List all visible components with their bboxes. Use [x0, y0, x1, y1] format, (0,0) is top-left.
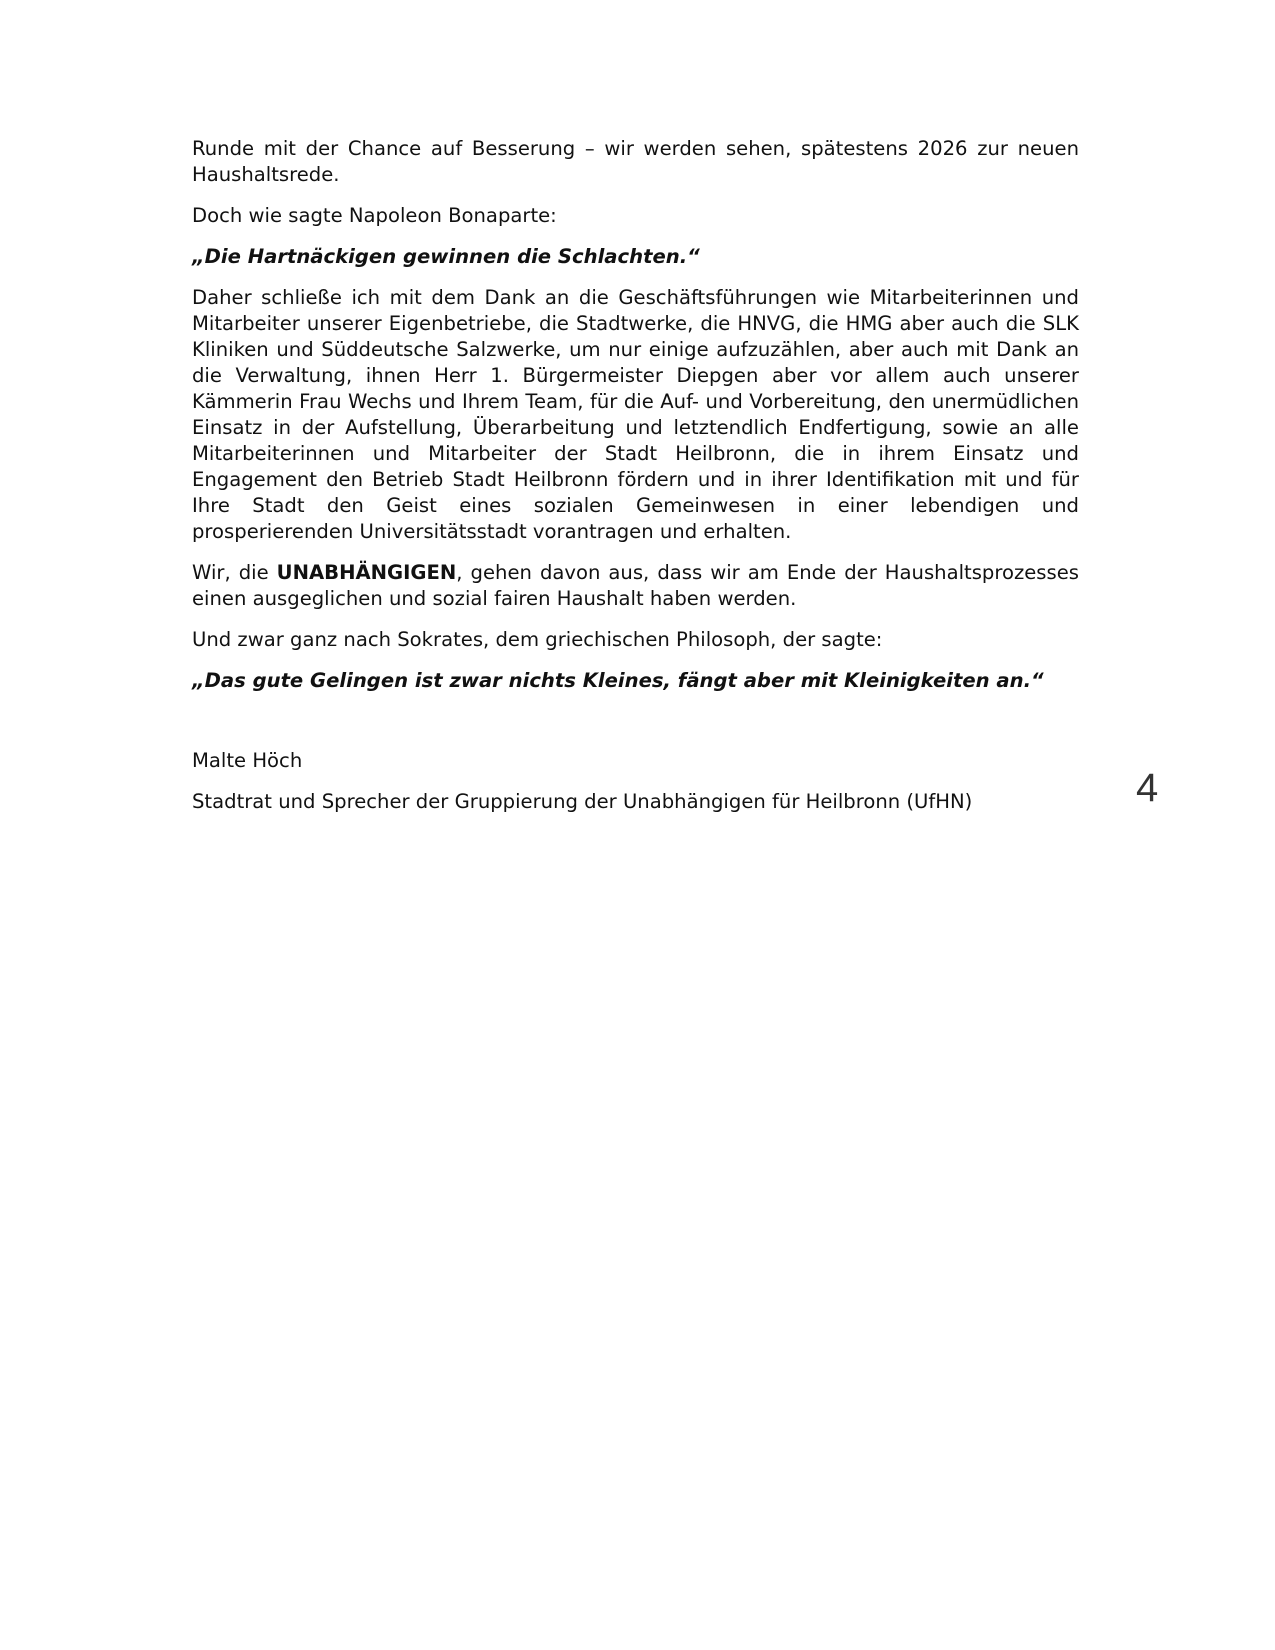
document-body	[192, 136, 1079, 830]
signature-role: Stadtrat und Sprecher der Gruppierung der Unabhängigen für Heilbronn (UfHN)	[192, 790, 973, 813]
paragraph-thanks: Daher schließe ich mit dem Dank an die Geschäftsführungen wie Mitarbeiterinnen und Mitarbeiter unserer Eigenbetriebe, die Stadtwerke, die HNVG, die HMG aber auch die SLK Kliniken und Süddeutsche Salzwerke, um nur einige aufzuzählen, aber auch mit Dank an die Verwaltung, ihnen Herr 1. Bürgermeister Diepgen aber vor allem auch unserer Kämmerin Frau Wechs und Ihrem Team, für die Auf- und Vorbereitung, den unermüdlichen Einsatz in der Aufstellung, Überarbeitung und letztendlich Endfertigung, sowie an alle Mitarbeiterinnen und Mitarbeiter der Stadt Heilbronn, die in ihrem Einsatz und Engagement den Betrieb Stadt Heilbronn fördern und in ihrer Identifikation mit und für Ihre Stadt den Geist eines sozialen Gemeinwesen in einer lebendigen und prosperierenden Universitätsstadt vorantragen und erhalten.	[192, 286, 1079, 543]
paragraph-napoleon-intro: Doch wie sagte Napoleon Bonaparte:	[192, 204, 557, 227]
group-name-bold: UNABHÄNGIGEN	[276, 561, 457, 584]
quote-napoleon: „Die Hartnäckigen gewinnen die Schlachten.“	[192, 245, 700, 268]
page-number: 4	[1136, 766, 1159, 810]
paragraph-sokrates-intro: Und zwar ganz nach Sokrates, dem griechischen Philosoph, der sagte:	[192, 628, 883, 651]
paragraph-unabhaengigen	[192, 560, 1079, 612]
quote-sokrates: „Das gute Gelingen ist zwar nichts Kleines, fängt aber mit Kleinigkeiten an.“	[192, 669, 1044, 692]
signature-name: Malte Höch	[192, 749, 303, 772]
paragraph-text: , gehen davon aus, dass wir am Ende der Haushaltsprozesses einen ausgeglichen und sozial fairen Haushalt haben werden.	[192, 561, 1079, 610]
paragraph-closing-round: Runde mit der Chance auf Besserung – wir werden sehen, spätestens 2026 zur neuen Haushaltsrede.	[192, 137, 1079, 186]
paragraph-text: Wir, die	[192, 561, 277, 584]
